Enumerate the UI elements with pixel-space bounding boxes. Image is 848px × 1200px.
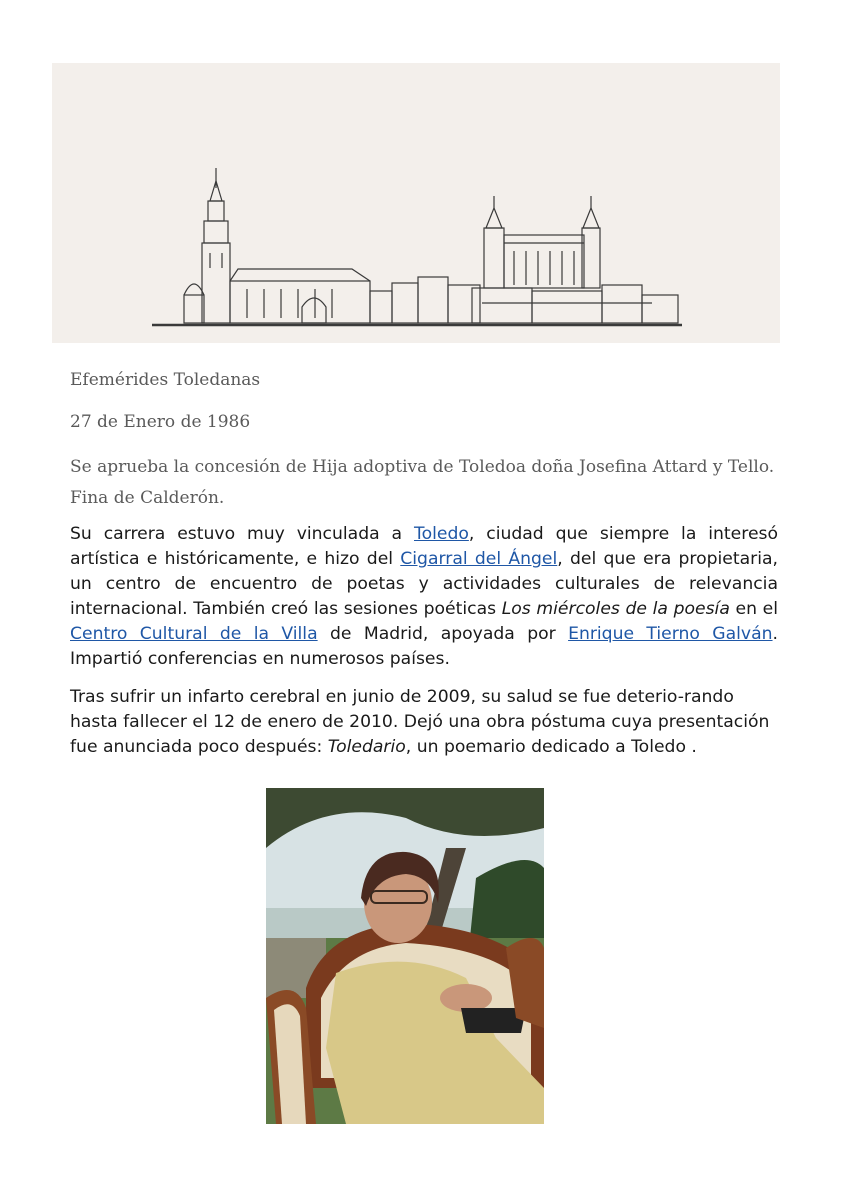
- italic-title: Los miércoles de la poesía: [501, 599, 730, 619]
- event-date: 27 de Enero de 1986: [70, 412, 251, 432]
- italic-title: Toledario: [327, 737, 406, 757]
- text-span: , ciudad que siempre la interesó artística e históricamente, e hizo del: [70, 524, 778, 569]
- toledo-skyline-banner: [52, 63, 780, 343]
- link-tierno-galvan[interactable]: Enrique Tierno Galván: [568, 624, 773, 644]
- text-span: Tras sufrir un infarto cerebral en junio de 2009, su salud se fue deterio-rando hasta fallecer el 12 de enero de 2010. Dejó una obra póstuma cuya presentación fue anunciada poco después:: [70, 687, 770, 757]
- text-span: , del que era propietaria, un centro de encuentro de poetas y actividades culturales de relevancia internacional. También creó las sesiones poéticas: [70, 549, 778, 619]
- portrait-photo: [266, 788, 544, 1124]
- section-title: Efemérides Toledanas: [70, 370, 261, 390]
- biography-paragraph: [70, 522, 778, 672]
- text-span: Su carrera estuvo muy vinculada a: [70, 524, 414, 544]
- text-span: en el: [729, 599, 778, 619]
- toledo-skyline-illustration-icon: [52, 63, 780, 343]
- event-headline: Se aprueba la concesión de Hija adoptiva de Toledoa doña Josefina Attard y Tello. Fina de Calderón.: [70, 457, 775, 508]
- text-span: de Madrid, apoyada por: [317, 624, 569, 644]
- portrait-photo-icon: [266, 788, 544, 1124]
- text-span: , un poemario dedicado a Toledo .: [405, 737, 697, 757]
- link-centro-cultural[interactable]: Centro Cultural de la Villa: [70, 624, 318, 644]
- death-paragraph: [70, 685, 778, 760]
- link-toledo[interactable]: Toledo: [414, 524, 469, 544]
- text-span: . Impartió conferencias en numerosos países.: [70, 624, 778, 669]
- link-cigarral-del-angel[interactable]: Cigarral del Ángel: [400, 549, 558, 569]
